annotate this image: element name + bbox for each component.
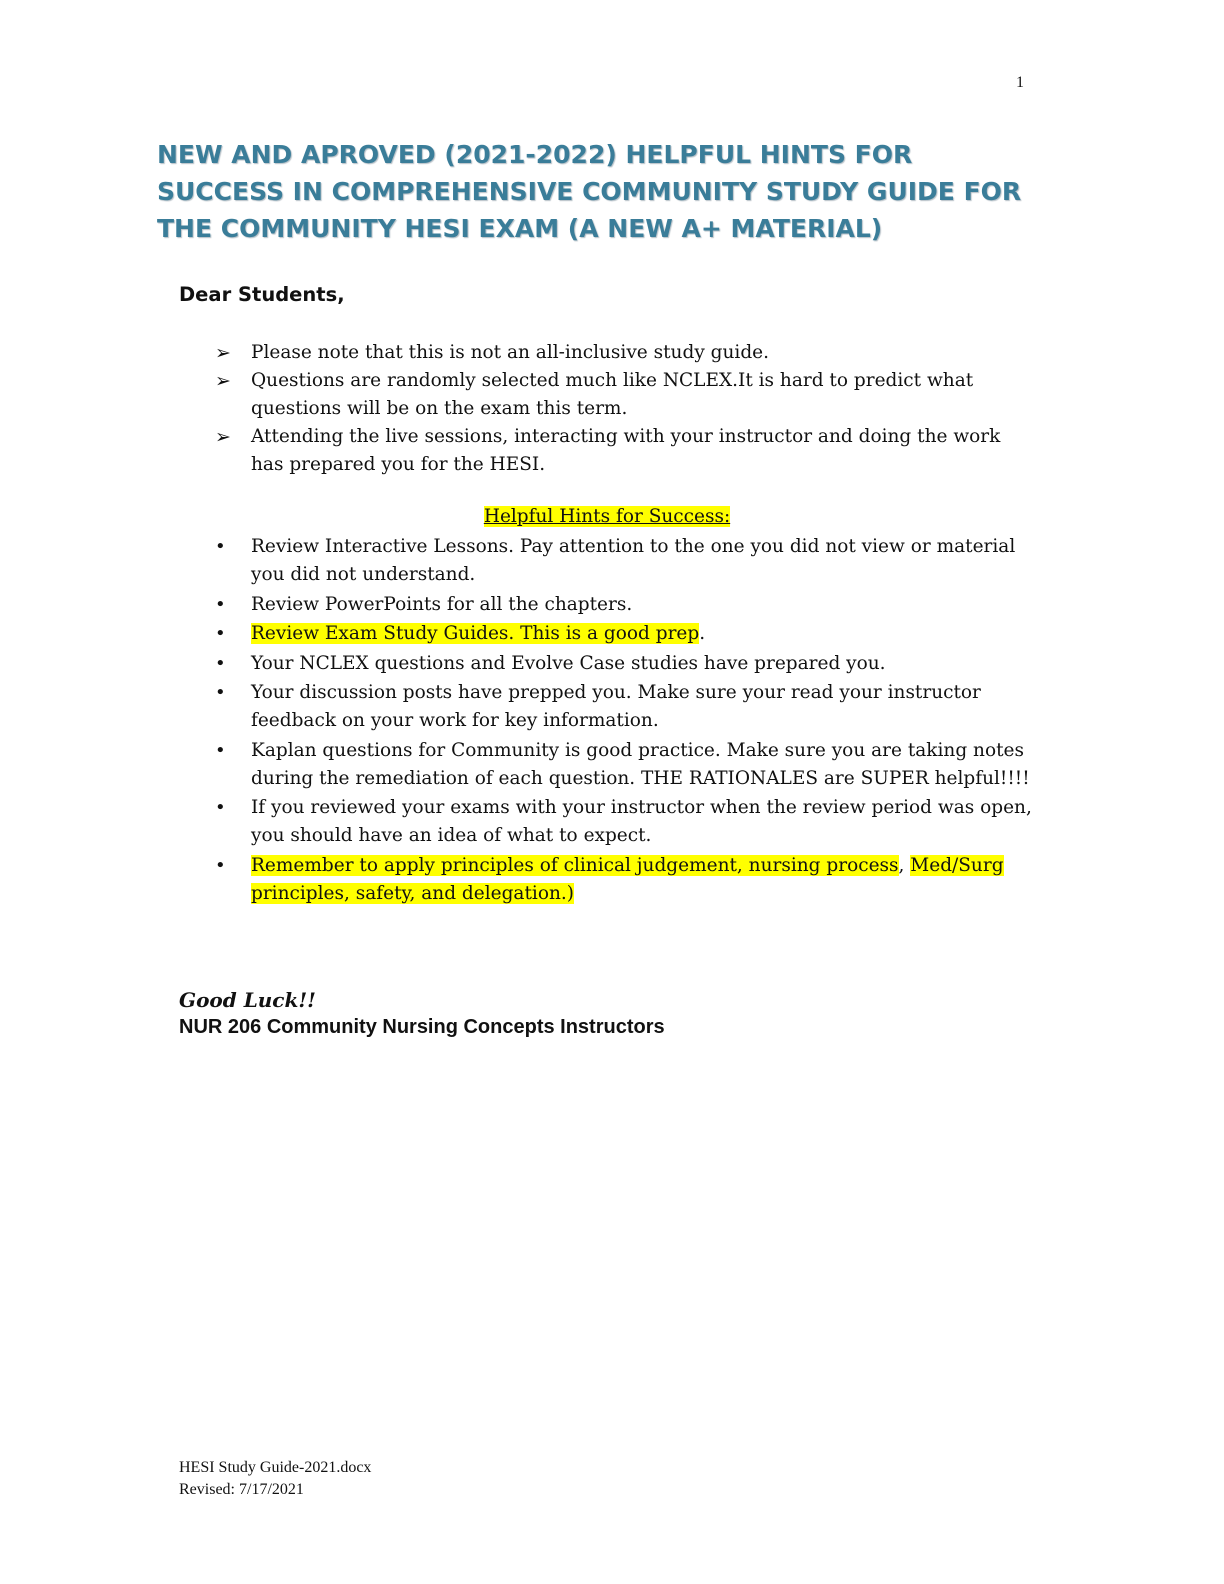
note-item [215, 339, 1035, 367]
arrow-bullet-icon: ➢ [215, 342, 231, 364]
note-item [215, 423, 1035, 479]
hint-item [215, 794, 1045, 850]
hint-item [215, 852, 1045, 908]
footer-revised-date: Revised: 7/17/2021 [179, 1481, 304, 1498]
bullet-icon: • [215, 854, 226, 876]
bullet-icon: • [215, 623, 226, 644]
page-number: 1 [1016, 74, 1024, 91]
note-text: Questions are randomly selected much like NCLEX.It is hard to predict what questions will be on the exam this term. [251, 370, 974, 419]
hint-text: If you reviewed your exams with your instructor when the review period was open, you should have an idea of what to expect. [251, 797, 1032, 846]
hint-highlighted-text: Remember to apply principles of clinical judgement, nursing process [251, 854, 899, 876]
hint-highlighted-text: Med/Surg principles, safety, and delegation.) [251, 854, 1004, 904]
hint-item [215, 620, 1045, 648]
bullet-icon: • [215, 593, 226, 615]
hint-text: Review PowerPoints for all the chapters. [251, 593, 633, 615]
hints-heading [0, 503, 1214, 531]
hint-item [215, 591, 1045, 619]
note-text: Attending the live sessions, interacting with your instructor and doing the work has prepared you for the HESI. [251, 426, 1001, 475]
document-title [157, 136, 1167, 247]
page-footer [179, 1457, 371, 1501]
bullet-icon: • [215, 682, 226, 703]
hint-highlighted-text: Review Exam Study Guides. This is a good prep [251, 623, 700, 644]
arrow-bullet-icon: ➢ [215, 426, 231, 448]
hint-text: Review Interactive Lessons. Pay attention to the one you did not view or material you did not understand. [251, 536, 1016, 585]
signature: NUR 206 Community Nursing Concepts Instructors [179, 1016, 665, 1038]
greeting: Dear Students, [179, 283, 345, 306]
bullet-icon: • [215, 652, 226, 674]
hint-item [215, 650, 1045, 678]
hints-list [215, 533, 1045, 909]
title-line: THE COMMUNITY HESI EXAM (A NEW A+ MATERIAL) [157, 214, 883, 243]
bullet-icon: • [215, 536, 226, 557]
footer-filename: HESI Study Guide-2021.docx [179, 1459, 372, 1476]
signoff: Good Luck!! [179, 988, 316, 1012]
title-line: NEW AND APROVED (2021-2022) HELPFUL HINTS FOR [157, 140, 913, 169]
hint-item [215, 533, 1045, 589]
note-item [215, 367, 1035, 423]
note-text: Please note that this is not an all-inclusive study guide. [251, 342, 769, 363]
hint-text-tail: , [898, 854, 911, 876]
hint-text: Your discussion posts have prepped you. Make sure your read your instructor feedback on your work for key information. [251, 682, 981, 731]
arrow-bullet-icon: ➢ [215, 370, 231, 392]
bullet-icon: • [215, 739, 226, 761]
hint-item [215, 679, 1045, 735]
hints-heading-text: Helpful Hints for Success: [483, 506, 731, 527]
bullet-icon: • [215, 797, 226, 818]
hint-item [215, 737, 1045, 793]
title-line: SUCCESS IN COMPREHENSIVE COMMUNITY STUDY GUIDE FOR [157, 177, 1022, 206]
hint-text: Kaplan questions for Community is good practice. Make sure you are taking notes during the remediation of each question. THE RATIONALES are SUPER helpful!!!! [251, 739, 1030, 789]
notes-list [215, 339, 1035, 479]
hint-text-tail: . [699, 623, 706, 644]
hint-text: Your NCLEX questions and Evolve Case studies have prepared you. [251, 652, 886, 674]
